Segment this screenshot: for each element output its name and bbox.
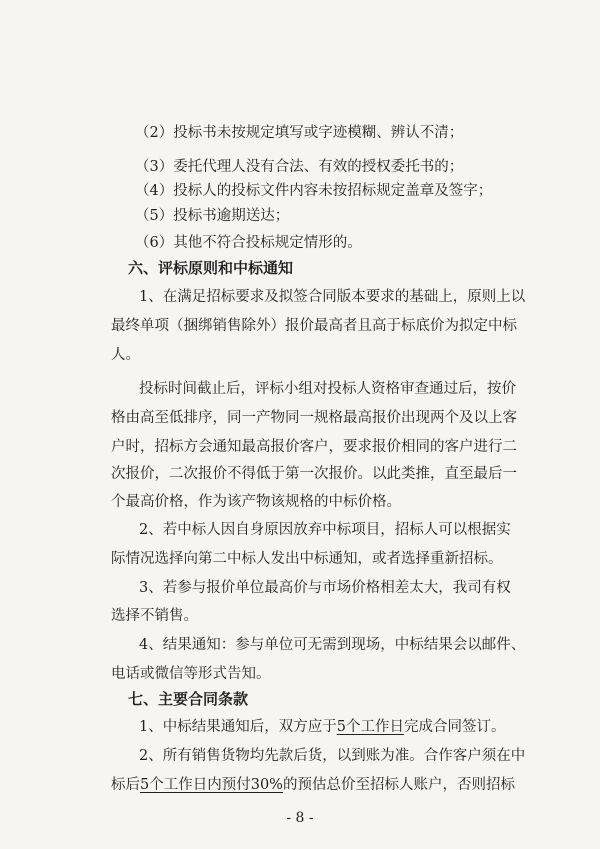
list-item: （5）投标书逾期送达； (135, 208, 290, 224)
underlined-text: 5个工作日 (336, 719, 404, 735)
paragraph-line: 选择不销售。 (111, 608, 198, 624)
paragraph-line (139, 717, 505, 737)
paragraph-line: 1、在满足招标要求及拟签合同版本要求的基础上，原则上以 (139, 289, 526, 305)
paragraph-line: 电话或微信等形式告知。 (111, 666, 271, 682)
page-number: - 8 - (286, 810, 314, 826)
text-run: 的预估总价至招标人账户，否则招标 (282, 777, 515, 793)
section-heading: 六、评标原则和中标通知 (128, 259, 294, 277)
paragraph-line: 次报价，二次报价不得低于第一次报价。以此类推，直至最后一 (111, 466, 517, 482)
paragraph-line: 投标时间截止后，评标小组对投标人资格审查通过后，按价 (139, 381, 516, 397)
list-item: （4）投标人的投标文件内容未按招标规定盖章及签字； (135, 183, 493, 199)
paragraph-line: 最终单项（捆绑销售除外）报价最高者且高于标底价为拟定中标 (111, 318, 517, 334)
paragraph-line: 个最高价格，作为该产物该规格的中标价格。 (111, 494, 401, 510)
paragraph-line: 格由高至低排序，同一产物同一规格最高报价出现两个及以上客 (111, 410, 517, 426)
text-run: 1、中标结果通知后，双方应于 (139, 719, 337, 735)
paragraph-line: 4、结果通知：参与单位可无需到现场，中标结果会以邮件、 (139, 637, 526, 653)
list-item: （6）其他不符合投标规定情形的。 (135, 235, 362, 251)
paragraph-line: 3、若参与报价单位最高价与市场价格相差太大，我司有权 (139, 580, 511, 596)
underlined-text: 5个工作日内预付30% (140, 777, 283, 793)
paragraph-line: 人。 (111, 347, 140, 363)
paragraph-line: 际情况选择向第二中标人发出中标通知，或者选择重新招标。 (111, 551, 503, 567)
text-run: 标后 (111, 777, 140, 793)
paragraph-line (111, 775, 515, 795)
paragraph-line: 2、若中标人因自身原因放弃中标项目，招标人可以根据实 (139, 522, 511, 538)
list-item: （3）委托代理人没有合法、有效的授权委托书的； (135, 159, 464, 175)
section-heading: 七、主要合同条款 (128, 690, 249, 708)
paragraph-line: 户时，招标方会通知最高报价客户，要求报价相同的客户进行二 (111, 439, 517, 455)
paragraph-line: 2、所有销售货物均先款后货，以到账为准。合作客户须在中 (139, 748, 526, 764)
list-item: （2）投标书未按规定填写或字迹模糊、辨认不清； (135, 125, 464, 141)
text-run: 完成合同签订。 (403, 719, 506, 735)
